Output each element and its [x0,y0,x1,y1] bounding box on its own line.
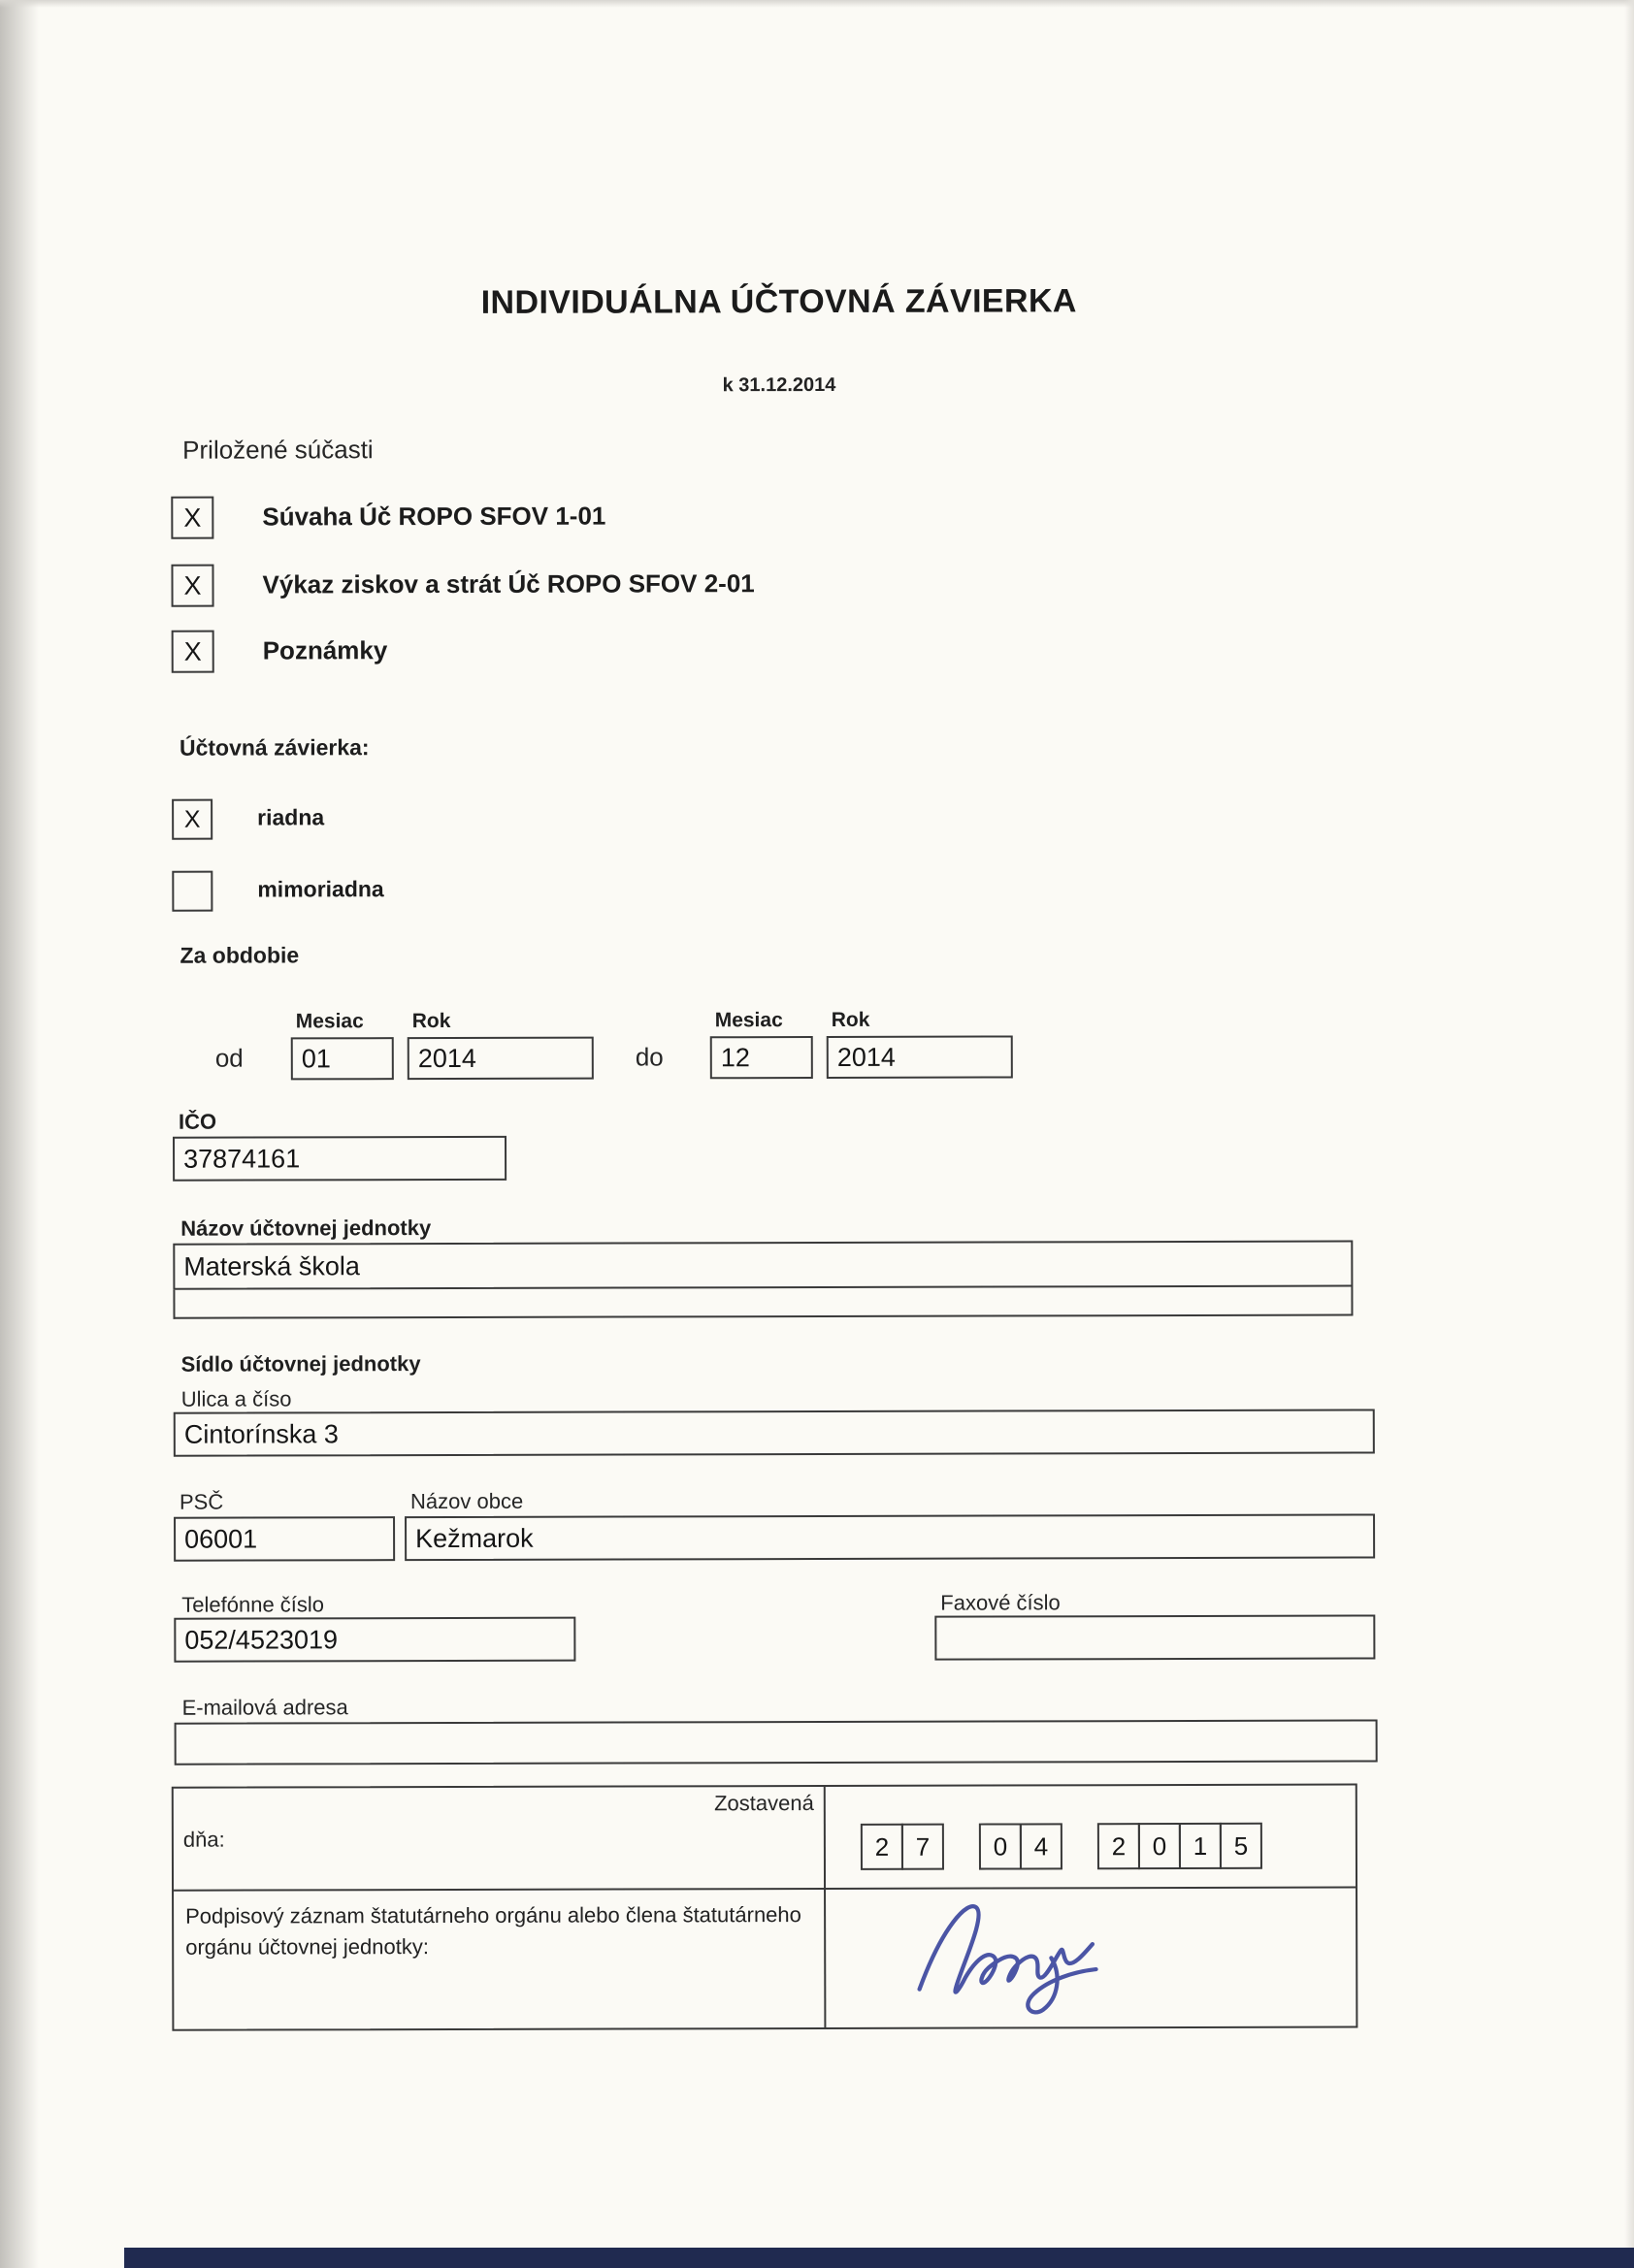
period-to-year-label: Rok [831,1008,870,1031]
footer-table [172,1784,1358,2031]
date-digit: 0 [979,1823,1022,1869]
fax-label: Faxové číslo [940,1590,1061,1615]
period-to-prefix: do [635,1042,664,1072]
signature-label: Podpisový záznam štatutárneho orgánu alebo člena štatutárneho orgánu účtovnej jednotky: [185,1902,801,1960]
ico-label: IČO [178,1109,217,1134]
psc-label: PSČ [179,1489,224,1514]
town-value: Kežmarok [415,1523,534,1553]
checkbox-poznamky-label: Poznámky [262,635,388,665]
checkbox-riadna-label: riadna [257,804,325,830]
email-field [175,1719,1378,1765]
compiled-label: Zostavená [714,1791,814,1816]
ico-field [173,1136,507,1182]
date-digit: 2 [861,1824,903,1870]
entity-name-value: Materská škola [183,1250,360,1281]
phone-field [174,1617,575,1663]
seat-heading: Sídlo účtovnej jednotky [180,1351,421,1377]
date-digit: 1 [1179,1823,1222,1869]
period-to-month-value: 12 [720,1042,750,1072]
phone-label: Telefónne číslo [181,1592,325,1617]
town-field [405,1513,1375,1561]
signature-scribble [879,1895,1170,2026]
page-title: INDIVIDUÁLNA ÚČTOVNÁ ZÁVIERKA [480,282,1077,321]
checkbox-poznamky [172,631,214,673]
entity-name-label: Názov účtovnej jednotky [180,1215,432,1241]
compiled-date-cell [824,1786,1356,1890]
period-to-year-value: 2014 [836,1042,896,1072]
street-label: Ulica a číso [180,1386,292,1411]
period-from-year-label: Rok [411,1009,451,1033]
checkbox-vykaz-label: Výkaz ziskov a strát Úč ROPO SFOV 2-01 [262,568,755,599]
street-field [174,1409,1375,1456]
checkbox-mark: X [183,502,202,533]
compiled-date-label-cell [174,1787,824,1892]
period-from-prefix: od [214,1043,244,1073]
period-from-year-field [408,1037,594,1081]
period-heading: Za obdobie [180,942,300,968]
date-digit: 2 [1097,1823,1140,1869]
scan-artifact-bottom-strip [124,2248,1634,2268]
date-digit: 0 [1138,1823,1181,1869]
entity-name-box [173,1241,1353,1319]
checkbox-riadna [172,799,212,840]
report-date-line: k 31.12.2014 [722,373,836,397]
period-to-month-field [710,1036,813,1079]
ico-value: 37874161 [183,1143,301,1174]
date-year-group [1097,1823,1262,1869]
town-label: Názov obce [409,1488,524,1514]
phone-value: 052/4523019 [184,1624,339,1655]
date-digit: 5 [1220,1823,1262,1869]
period-from-month-field [291,1037,394,1080]
email-label: E-mailová adresa [181,1695,348,1720]
date-day-group [861,1824,944,1870]
checkbox-suvaha [171,497,213,539]
signature-cell [824,1889,1356,2027]
checkbox-mark: X [183,636,202,666]
street-value: Cintorínska 3 [183,1418,339,1449]
date-month-group [979,1823,1062,1869]
checkbox-vykaz [171,565,213,607]
period-from-month-label: Mesiac [295,1010,364,1033]
checkbox-mimoriadna-label: mimoriadna [257,876,384,902]
checkbox-mark: X [183,805,201,833]
checkbox-suvaha-label: Súvaha Úč ROPO SFOV 1-01 [262,501,606,532]
date-prefix-label: dňa: [182,1827,225,1852]
checkbox-mimoriadna [172,871,212,912]
checkbox-mark: X [183,570,202,600]
entity-name-field [173,1241,1353,1290]
closing-type-heading: Účtovná závierka: [179,734,370,761]
psc-field [174,1516,395,1562]
date-digit: 7 [901,1824,944,1870]
entity-name-field-line2 [173,1287,1353,1319]
date-digit: 4 [1020,1823,1062,1869]
psc-value: 06001 [184,1524,258,1554]
period-to-month-label: Mesiac [714,1009,783,1032]
period-to-year-field [827,1035,1013,1079]
attachments-heading: Priložené súčasti [182,435,374,465]
period-from-year-value: 2014 [417,1043,476,1073]
signature-label-cell [174,1890,824,2029]
period-from-month-value: 01 [301,1043,331,1073]
fax-field [934,1614,1375,1660]
